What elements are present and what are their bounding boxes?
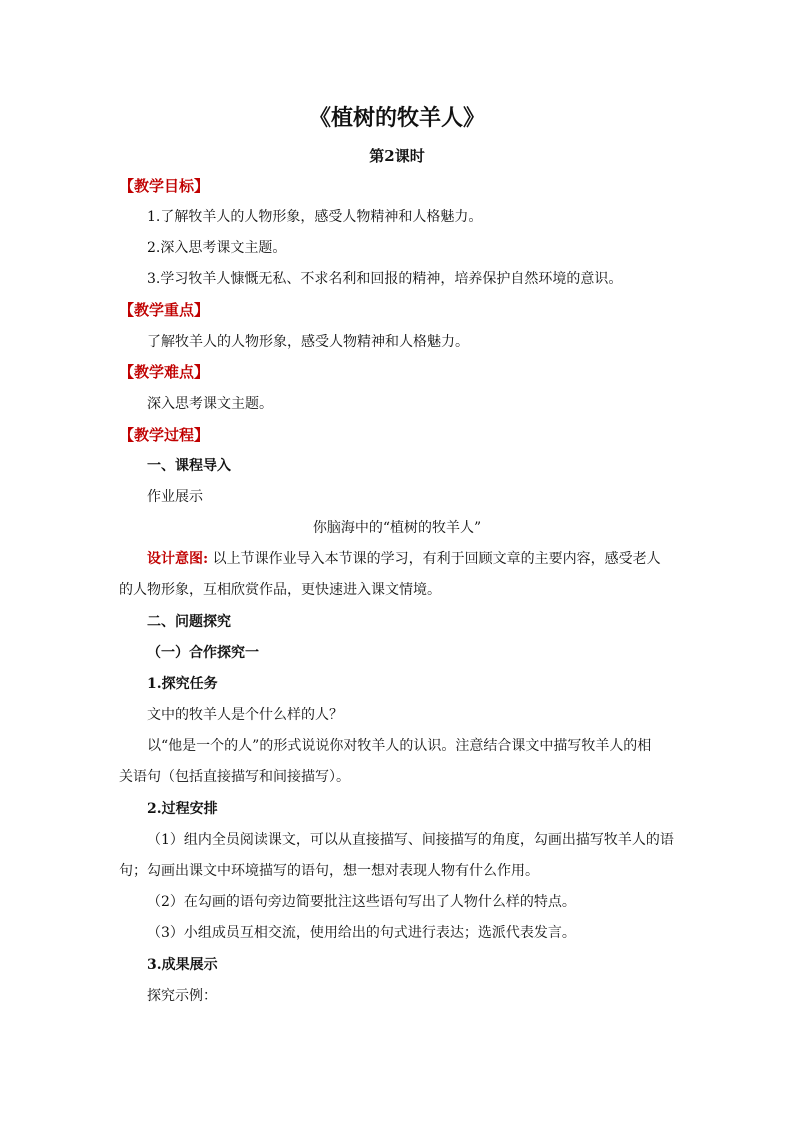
arrange-step-1b: 句；勾画出课文中环境描写的语句，想一想对表现人物有什么作用。 <box>119 863 539 879</box>
difficulties-heading: 【教学难点】 <box>119 363 210 381</box>
arrange-title: 2.过程安排 <box>147 801 218 817</box>
document-title: 《植树的牧羊人》 <box>308 105 485 131</box>
objectives-heading: 【教学目标】 <box>119 177 210 195</box>
sub1-title: （一）合作探究一 <box>147 645 259 661</box>
arrange-step-1a: （1）组内全员阅读课文，可以从直接描写、间接描写的角度，勾画出描写牧羊人的语 <box>147 832 674 848</box>
objective-item-3: 3.学习牧羊人慷慨无私、不求名利和回报的精神，培养保护自然环境的意识。 <box>147 271 623 287</box>
arrange-step-2: （2）在勾画的语句旁边简要批注这些语句写出了人物什么样的特点。 <box>147 894 576 910</box>
homework-caption: 你脑海中的“植树的牧羊人” <box>312 520 482 536</box>
arrange-step-3: （3）小组成员互相交流，使用给出的句式进行表达；选派代表发言。 <box>147 925 576 941</box>
lesson-subtitle: 第2课时 <box>369 147 425 165</box>
key-points-text: 了解牧羊人的人物形象，感受人物精神和人格魅力。 <box>147 334 469 350</box>
key-points-heading: 【教学重点】 <box>119 301 210 319</box>
objective-item-2: 2.深入思考课文主题。 <box>147 240 287 256</box>
task-title: 1.探究任务 <box>147 676 218 692</box>
result-example: 探究示例： <box>147 988 217 1004</box>
design-intent-label: 设计意图: <box>147 551 209 567</box>
objective-item-1: 1.了解牧羊人的人物形象，感受人物精神和人格魅力。 <box>147 209 483 225</box>
result-title: 3.成果展示 <box>147 957 218 973</box>
task-desc-line-1: 以“他是一个的人”的形式说说你对牧羊人的认识。注意结合课文中描写牧羊人的相 <box>147 738 652 754</box>
design-intent-line-1 <box>147 549 661 569</box>
design-intent-line-2: 的人物形象，互相欣赏作品，更快速进入课文情境。 <box>119 582 441 598</box>
homework-label: 作业展示 <box>147 489 203 505</box>
difficulties-text: 深入思考课文主题。 <box>147 396 273 412</box>
design-intent-text-1: 以上节课作业导入本节课的学习，有利于回顾文章的主要内容，感受老人 <box>208 551 661 567</box>
task-question: 文中的牧羊人是个什么样的人？ <box>147 707 343 723</box>
task-desc-line-2: 关语句（包括直接描写和间接描写）。 <box>119 769 350 785</box>
part1-title: 一、课程导入 <box>147 458 231 474</box>
process-heading: 【教学过程】 <box>119 426 210 444</box>
part2-title: 二、问题探究 <box>147 614 231 630</box>
